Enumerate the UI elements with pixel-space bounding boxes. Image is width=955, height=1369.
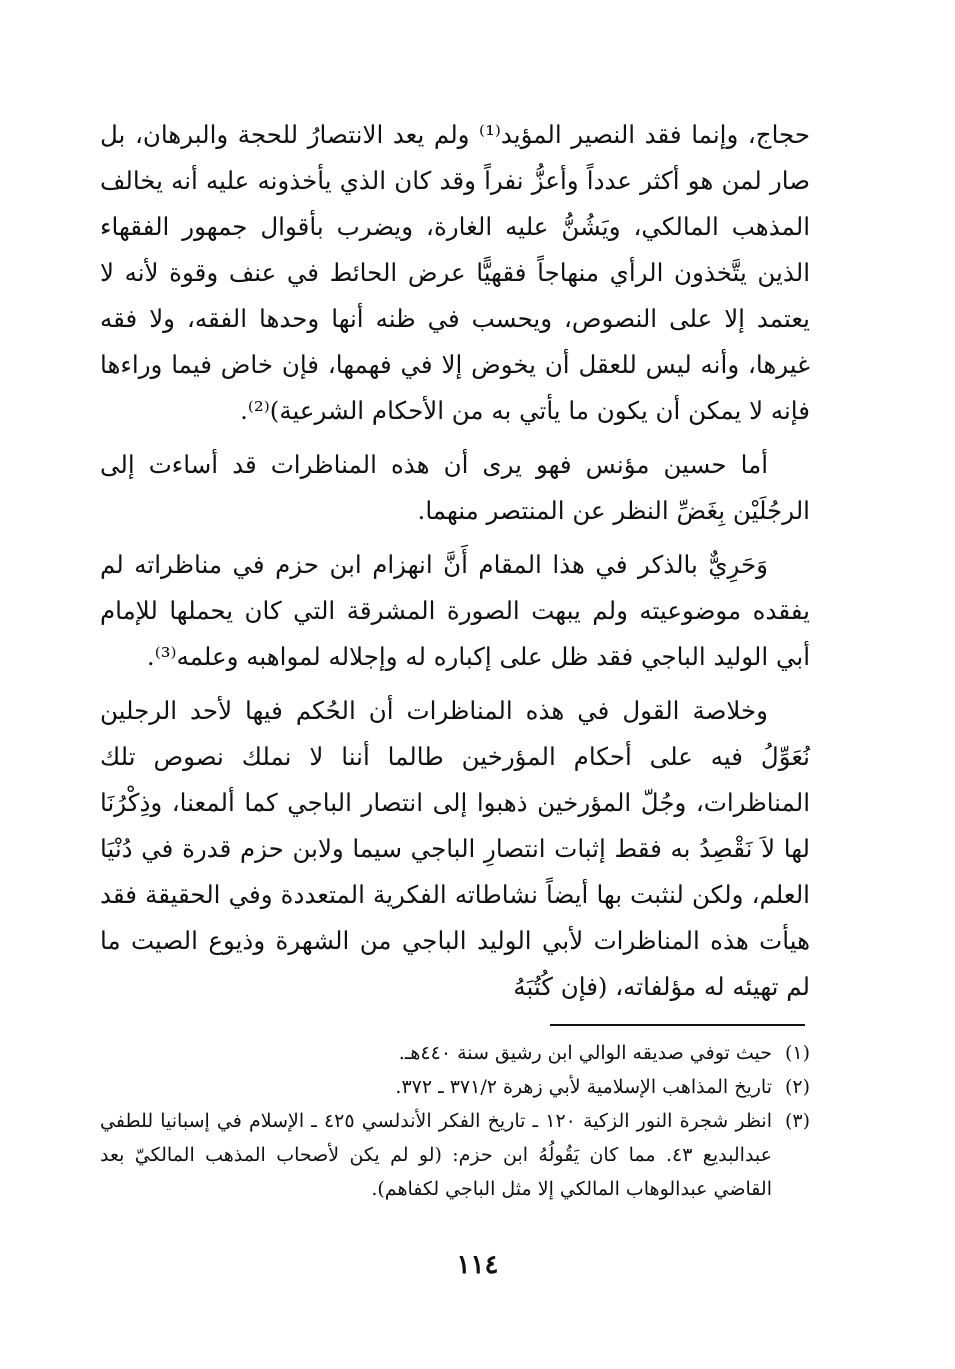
footnote-text: حيث توفي صديقه الوالي ابن رشيق سنة ٤٤٠هـ.: [398, 1042, 772, 1064]
page-number: ١١٤: [456, 1250, 499, 1280]
paragraph-1: حجاج، وإنما فقد النصير المؤيد⁽¹⁾ ولم يعد الانتصارُ للحجة والبرهان، بل صار لمن هو أكثر عدداً وأعزُّ نفراً وقد كان الذي يأخذونه عليه أنه يخالف المذهب المالكي، ويَشُنُّ عليه الغارة، ويضرب بأقوال جمهور الفقهاء الذين يتَّخذون الرأي منهاجاً فقهيًّا عرض الحائط في عنف وقوة لأنه لا يعتمد إلا على النصوص، ويحسب في ظنه أنها وحدها الفقه، ولا فقه غيرها، وأنه ليس للعقل أن يخوض إلا في فهمها، فإن خاض فيما وراءها فإنه لا يمكن أن يكون ما يأتي به من الأحكام الشرعية)⁽²⁾.: [100, 120, 810, 425]
footnote-separator: [550, 1024, 805, 1026]
paragraph-4: وخلاصة القول في هذه المناظرات أن الحُكم فيها لأحد الرجلين نُعَوِّلُ فيه على أحكام المؤرخين طالما أننا لا نملك نصوص تلك المناظرات، وجُلّ المؤرخين ذهبوا إلى انتصار الباجي كما ألمعنا، وذِكْرُنَا لها لاَ نَقْصِدُ به فقط إثبات انتصارِ الباجي سيما ولابن حزم قدرة في دُنْيَا العلم، ولكن لنثبت بها أيضاً نشاطاته الفكرية المتعددة وفي الحقيقة فقد هيأت هذه المناظرات لأبي الوليد الباجي من الشهرة وذيوع الصيت ما لم تهيئه له مؤلفاته، (فإن كُتُبَهُ: [100, 696, 810, 1001]
footnote-number: (٣): [784, 1110, 810, 1132]
body-text: [100, 112, 810, 1018]
footnote-2: [100, 1070, 810, 1104]
footnote-3: [100, 1104, 810, 1206]
footnote-1: [100, 1036, 810, 1070]
footnotes: [100, 1036, 810, 1206]
footnote-text: تاريخ المذاهب الإسلامية لأبي زهرة ٣٧١/٢ ـ ٣٧٢.: [395, 1076, 772, 1098]
footnote-number: (١): [784, 1042, 810, 1064]
paragraph-3: وَحَرِيٌّ بالذكر في هذا المقام أَنَّ انهزام ابن حزم في مناظراته لم يفقده موضوعيته ولم يبهت الصورة المشرقة التي كان يحملها للإمام أبي الوليد الباجي فقد ظل على إكباره له وإجلاله لمواهبه وعلمه⁽³⁾.: [100, 550, 810, 671]
footnote-text: انظر شجرة النور الزكية ١٢٠ ـ تاريخ الفكر الأندلسي ٤٢٥ ـ الإسلام في إسبانيا للطفي عبدالبديع ٤٣. مما كان يَقُولُهُ ابن حزم: (لو لم يكن لأصحاب المذهب المالكيّ بعد القاضي عبدالوهاب المالكي إلا مثل الباجي لكفاهم).: [100, 1110, 772, 1200]
footnote-number: (٢): [784, 1076, 810, 1098]
paragraph-2: أما حسين مؤنس فهو يرى أن هذه المناظرات قد أساءت إلى الرجُلَيْن بِغَضِّ النظر عن المنتصر منهما.: [100, 450, 810, 525]
